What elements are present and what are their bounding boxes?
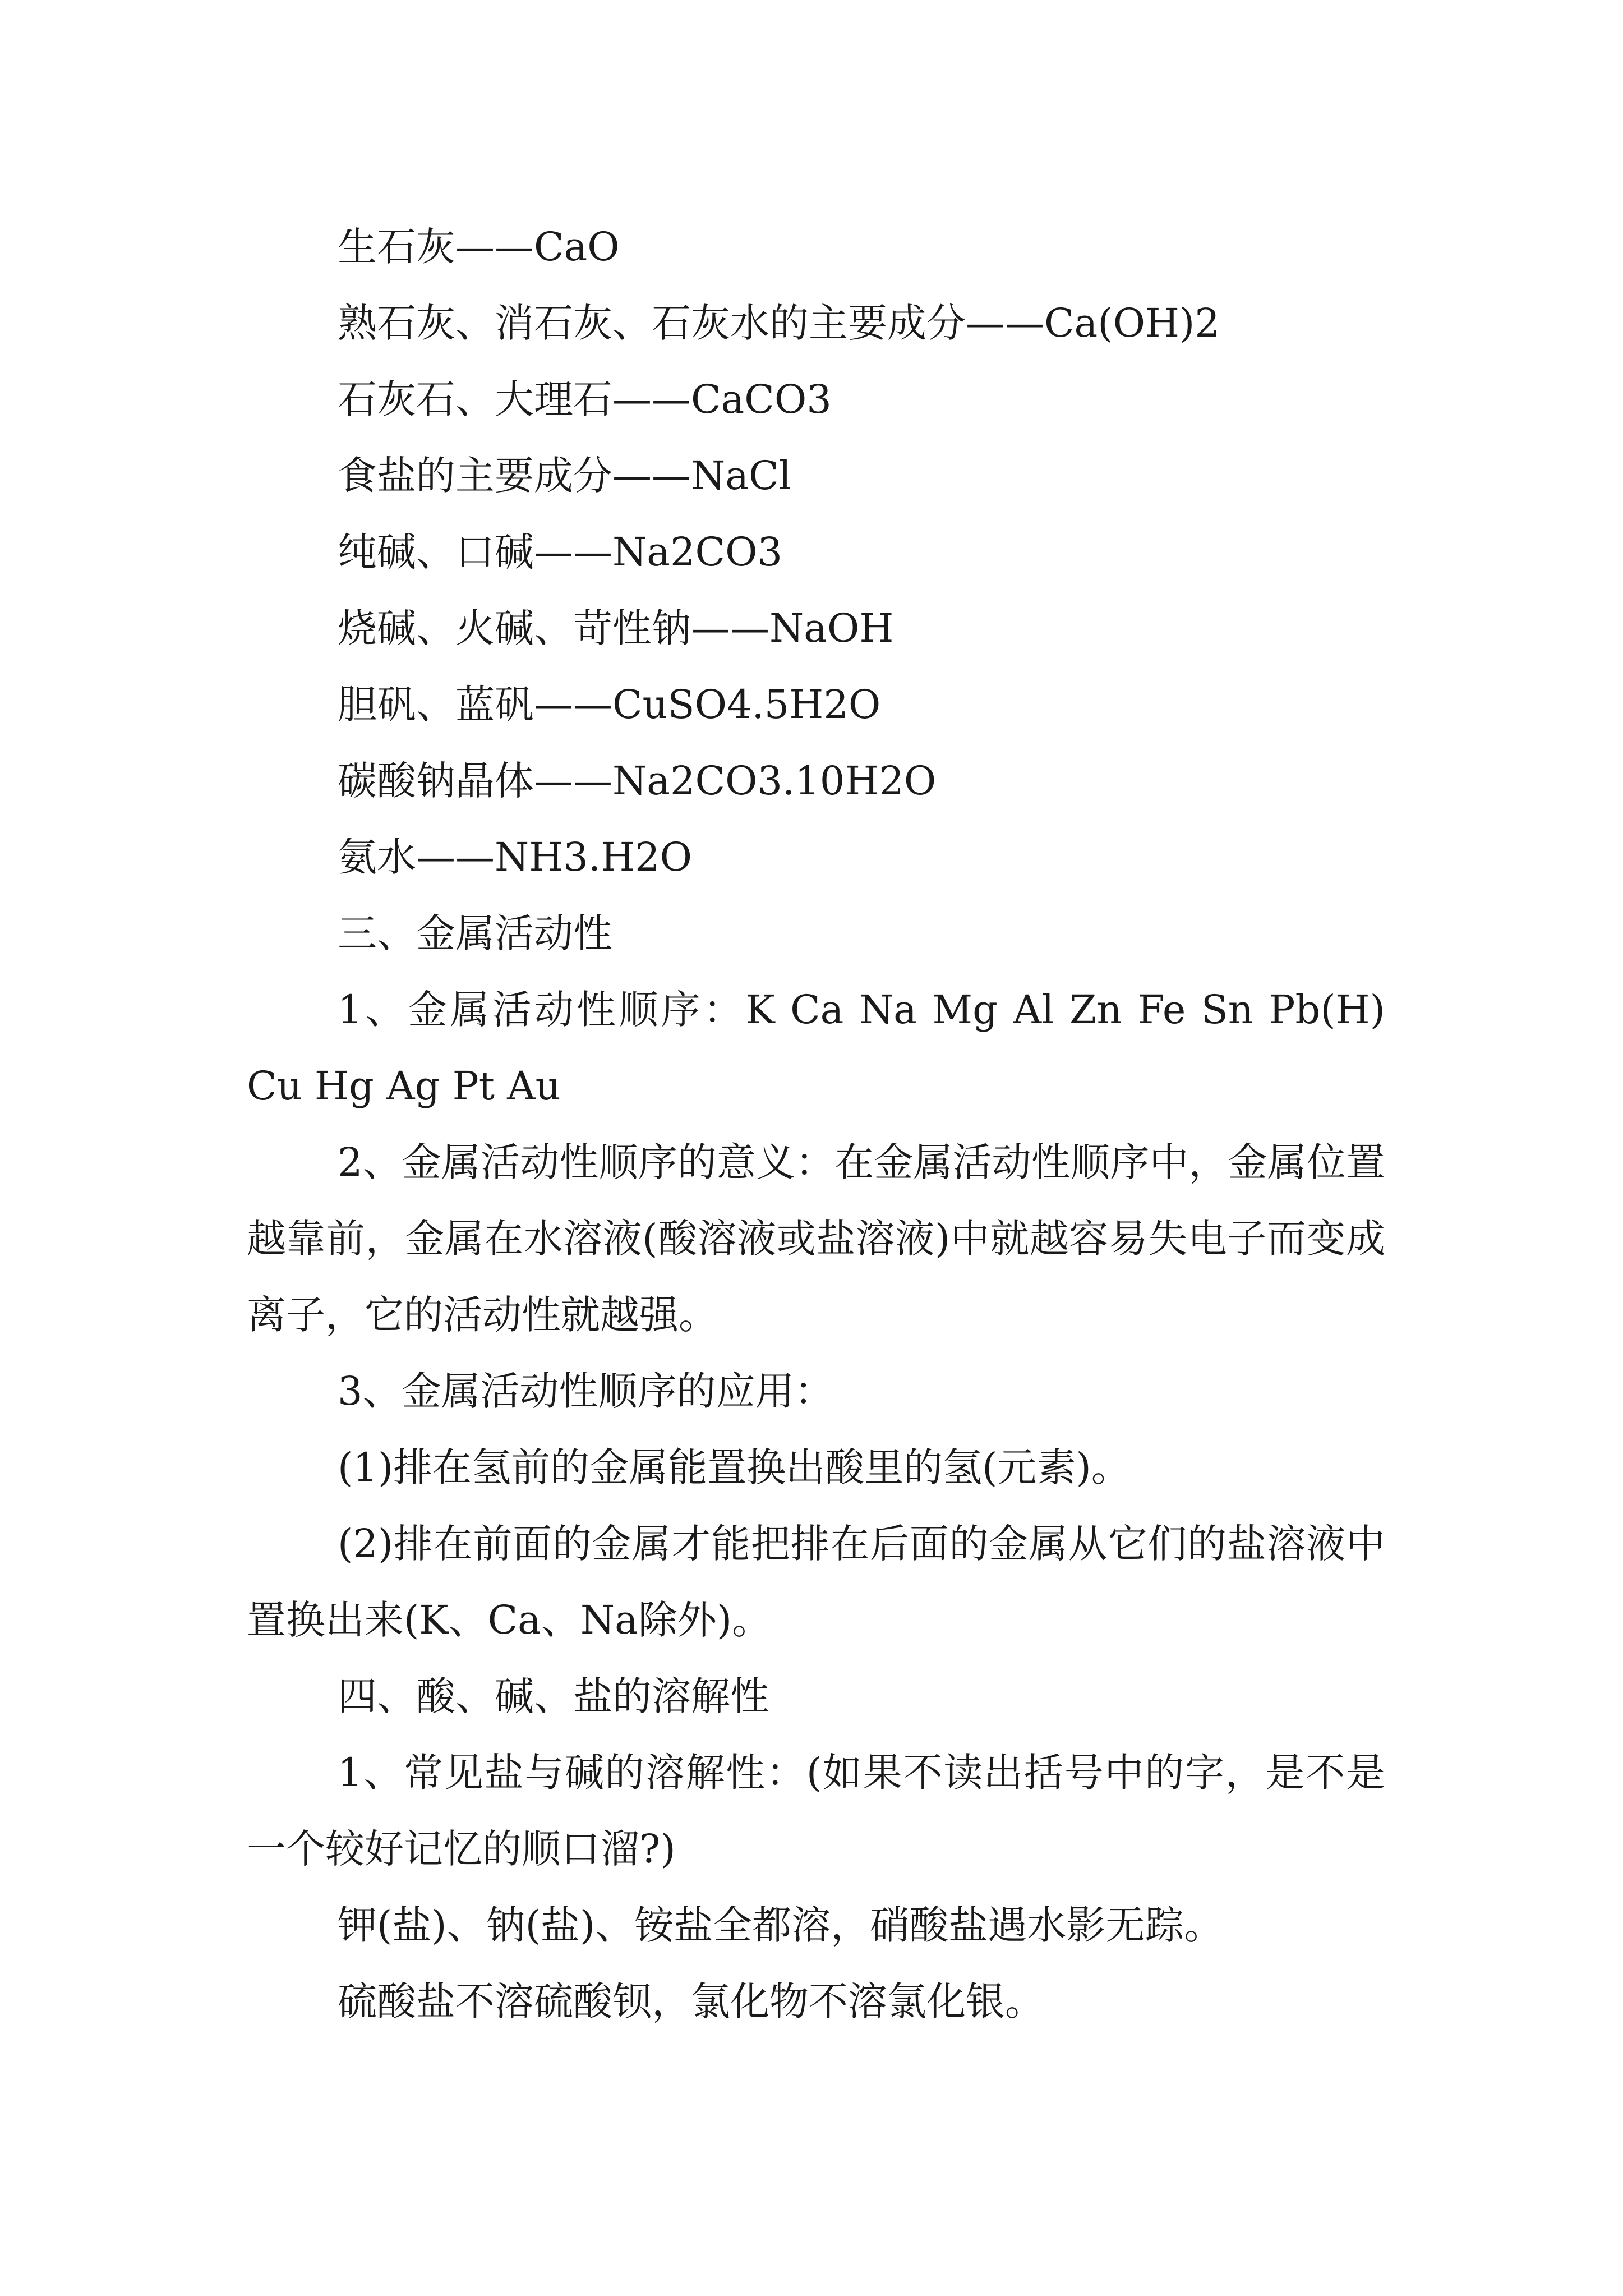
paragraph: (2)排在前面的金属才能把排在后面的金属从它们的盐溶液中置换出来(K、Ca、Na除外)。 [247,1521,1385,1643]
section-heading: 三、金属活动性 [338,910,612,956]
text-line: 石灰石、大理石——CaCO3 [338,376,832,422]
text-line: 烧碱、火碱、苛性钠——NaOH [338,605,894,651]
paragraph: 钾(盐)、钠(盐)、铵盐全都溶，硝酸盐遇水影无踪。 [338,1902,1224,1948]
paragraph: 硫酸盐不溶硫酸钡，氯化物不溶氯化银。 [338,1978,1044,2024]
paragraph: 1、金属活动性顺序：K Ca Na Mg Al Zn Fe Sn Pb(H) Cu Hg Ag Pt Au [247,987,1385,1109]
paragraph: 2、金属活动性顺序的意义：在金属活动性顺序中，金属位置越靠前，金属在水溶液(酸溶液或盐溶液)中就越容易失电子而变成离子，它的活动性就越强。 [247,1139,1385,1338]
paragraph: 1、常见盐与碱的溶解性：(如果不读出括号中的字，是不是一个较好记忆的顺口溜?) [247,1750,1385,1872]
text-line: 胆矾、蓝矾——CuSO4.5H2O [338,682,881,728]
text-line: 食盐的主要成分——NaCl [338,453,791,499]
text-line: 氨水——NH3.H2O [338,834,693,880]
text-line: 纯碱、口碱——Na2CO3 [338,529,783,575]
text-line: 生石灰——CaO [338,224,620,270]
paragraph: (1)排在氢前的金属能置换出酸里的氢(元素)。 [338,1444,1131,1490]
section-heading: 四、酸、碱、盐的溶解性 [338,1673,769,1719]
paragraph: 3、金属活动性顺序的应用： [338,1368,834,1414]
text-line: 熟石灰、消石灰、石灰水的主要成分——Ca(OH)2 [338,300,1220,346]
text-line: 碳酸钠晶体——Na2CO3.10H2O [338,758,937,804]
document-body [247,209,1385,2040]
